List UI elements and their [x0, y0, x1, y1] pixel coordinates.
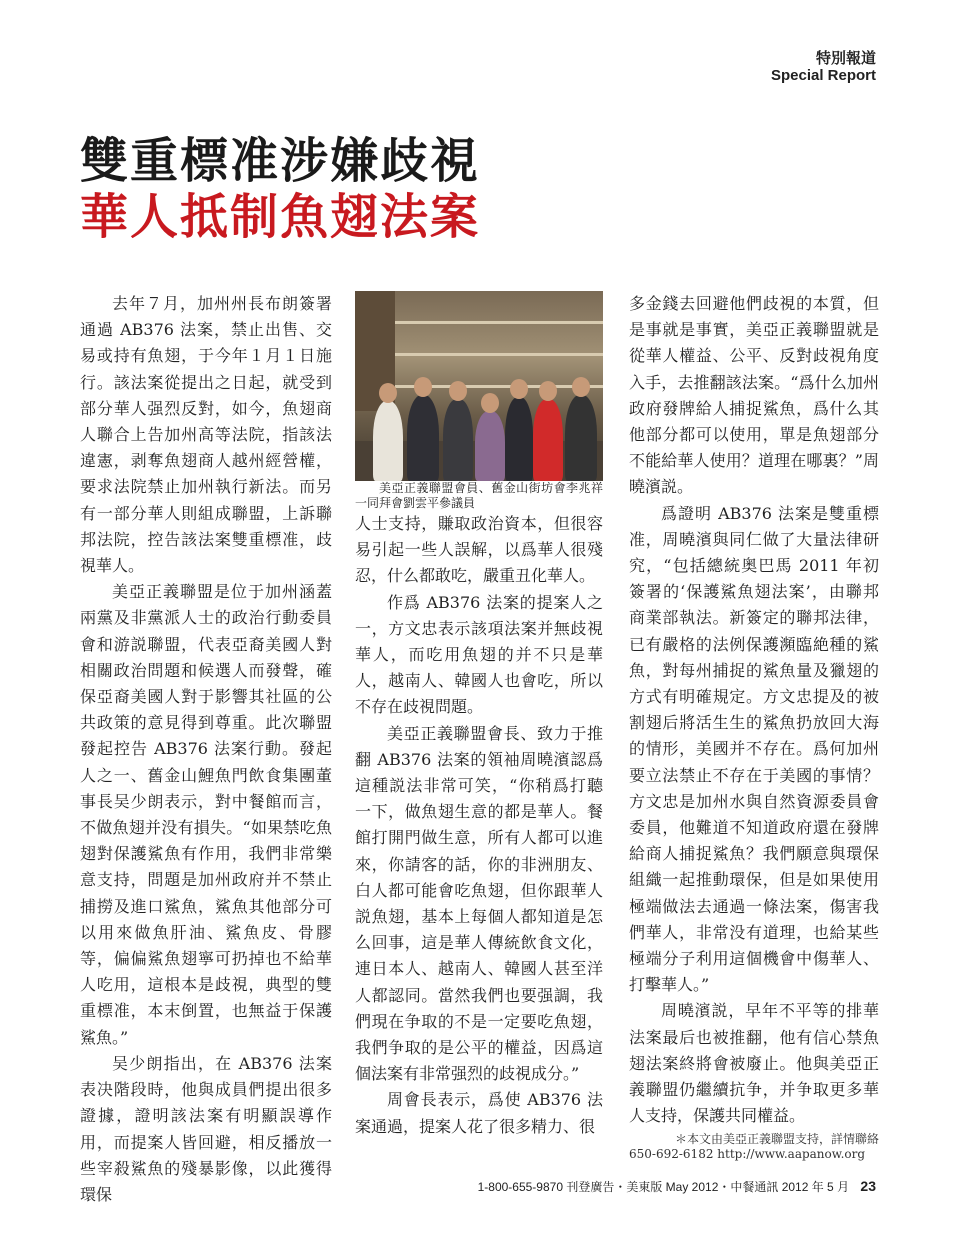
paragraph: 作爲 AB376 法案的提案人之一，方文忠表示該項法案并無歧視華人，而吃用魚翅的并不只是華人，越南人、韓國人也會吃，所以不存在歧視問題。 [355, 592, 603, 717]
paragraph: 美亞正義聯盟會長、致力于推翻 AB376 法案的領袖周曉濱認爲這種説法非常可笑，“你稍爲打聽一下，做魚翅生意的都是華人。餐館打開門做生意，所有人都可以進來，你請客的話，你的非洲朋友、白人都可能會吃魚翅，但你跟華人説魚翅，基本上每個人都知道是怎么回事，這是華人傳統飲食文化，連日本人、越南人、韓國人甚至洋人都認同。當然我們也要强調，我們現在争取的不是一定要吃魚翅，我們争取的是公平的權益，因爲這個法案有非常强烈的歧視成分。” [355, 723, 603, 1084]
section-label-en: Special Report [770, 67, 876, 85]
paragraph: 多金錢去回避他們歧視的本質，但是事就是事實，美亞正義聯盟就是從華人權益、公平、反對歧視角度入手，去推翻該法案。“爲什么加州政府發牌給人捕捉鯊魚，爲什么其他部分都可以使用，單是魚翅部分不能給華人使用？道理在哪裏？”周曉濱説。 [629, 294, 879, 497]
headline-line-1: 雙重標准涉嫌歧視 [80, 133, 481, 189]
group-photo [355, 291, 603, 481]
paragraph: 吴少朗指出，在 AB376 法案表决階段時，他與成員們提出很多證據，證明該法案有明顯誤導作用，而提案人皆回避，相反播放一些宰殺鯊魚的殘暴影像，以此獲得環保 [80, 1053, 332, 1204]
paragraph: 爲證明 AB376 法案是雙重標准，周曉濱與同仁做了大量法律研究，“包括總統奥巴馬 2011 年初簽署的‘保護鯊魚翅法案’，由聯邦商業部執法。新簽定的聯邦法律，已有嚴格的法例保護瀕臨絶種的鯊魚，對每州捕捉的鯊魚量及獵翅的方式有明確規定。方文忠提及的被割翅后將活生生的鯊魚扔放回大海的情形，美國并不存在。爲何加州要立法禁止不存在于美國的事情？方文忠是加州水與自然資源委員會委員，他難道不知道政府還在發牌給商人捕捉鯊魚？我們願意與環保組織一起推動環保，但是如果使用極端做法去通過一條法案，傷害我們華人，非常没有道理，也給某些極端分子利用這個機會中傷華人、打擊華人。” [629, 503, 879, 995]
page-footer [0, 1178, 876, 1195]
paragraph: 周曉濱説，早年不平等的排華法案最后也被推翻，他有信心禁魚翅法案終將會被廢止。他與美亞正義聯盟仍繼續抗争，并争取更多華人支持，保護共同權益。 [629, 1001, 879, 1126]
contact-note [629, 1132, 879, 1162]
headline-line-2: 華人抵制魚翅法案 [80, 188, 481, 245]
paragraph: 周會長表示，爲使 AB376 法案通過，提案人花了很多精力、很 [355, 1090, 603, 1136]
headline [80, 133, 480, 246]
section-label-zh: 特別報道 [815, 50, 876, 67]
article-column-1 [80, 291, 332, 1208]
contact-note-line-1: ＊本文由美亞正義聯盟支持，詳情聯絡 [674, 1131, 879, 1146]
paragraph: 人士支持，賺取政治資本，但很容易引起一些人誤解，以爲華人很殘忍，什么都敢吃，嚴重丑化華人。 [355, 514, 603, 586]
article-column-2 [355, 291, 603, 1140]
page-number: 23 [860, 1178, 876, 1194]
section-tag [771, 50, 876, 85]
article-column-3 [629, 291, 879, 1162]
photo-caption: 美亞正義聯盟會員、舊金山街坊會李兆祥一同拜會劉雲平參議員 [355, 481, 603, 510]
contact-note-line-2: 650-692-6182 http://www.aapanow.org [629, 1146, 866, 1161]
paragraph: 美亞正義聯盟是位于加州涵蓋兩黨及非黨派人士的政治行動委員會和游説聯盟，代表亞裔美國人對相關政治問題和候選人而發聲，確保亞裔美國人對于影響其社區的公共政策的意見得到尊重。此次聯盟發起控告 AB376 法案行動。發起人之一、舊金山鯉魚門飲食集團董事長吴少朗表示，對中餐館而言，不做魚翅并没有損失。“如果禁吃魚翅對保護鯊魚有作用，我們非常樂意支持，問題是加州政府并不禁止捕撈及進口鯊魚，鯊魚其他部分可以用來做魚肝油、鯊魚皮、骨膠等，偏偏鯊魚翅寧可扔掉也不給華人吃用，這根本是歧視，典型的雙重標准，本末倒置，也無益于保護鯊魚。” [80, 582, 332, 1047]
paragraph: 去年７月，加州州長布朗簽署通過 AB376 法案，禁止出售、交易或持有魚翅，于今年１月１日施行。該法案從提出之日起，就受到部分華人强烈反對，如今，魚翅商人聯合上告加州高等法院，指該法違憲，剥奪魚翅商人越州經營權，要求法院禁止加州執行新法。而另有一部分華人則組成聯盟，上訴聯邦法院，控告該法案雙重標准，歧視華人。 [80, 294, 332, 576]
footer-text: 1-800-655-9870 刊登廣告・美東版 May 2012・中餐通訊 2012 年 5 月 [477, 1180, 850, 1194]
